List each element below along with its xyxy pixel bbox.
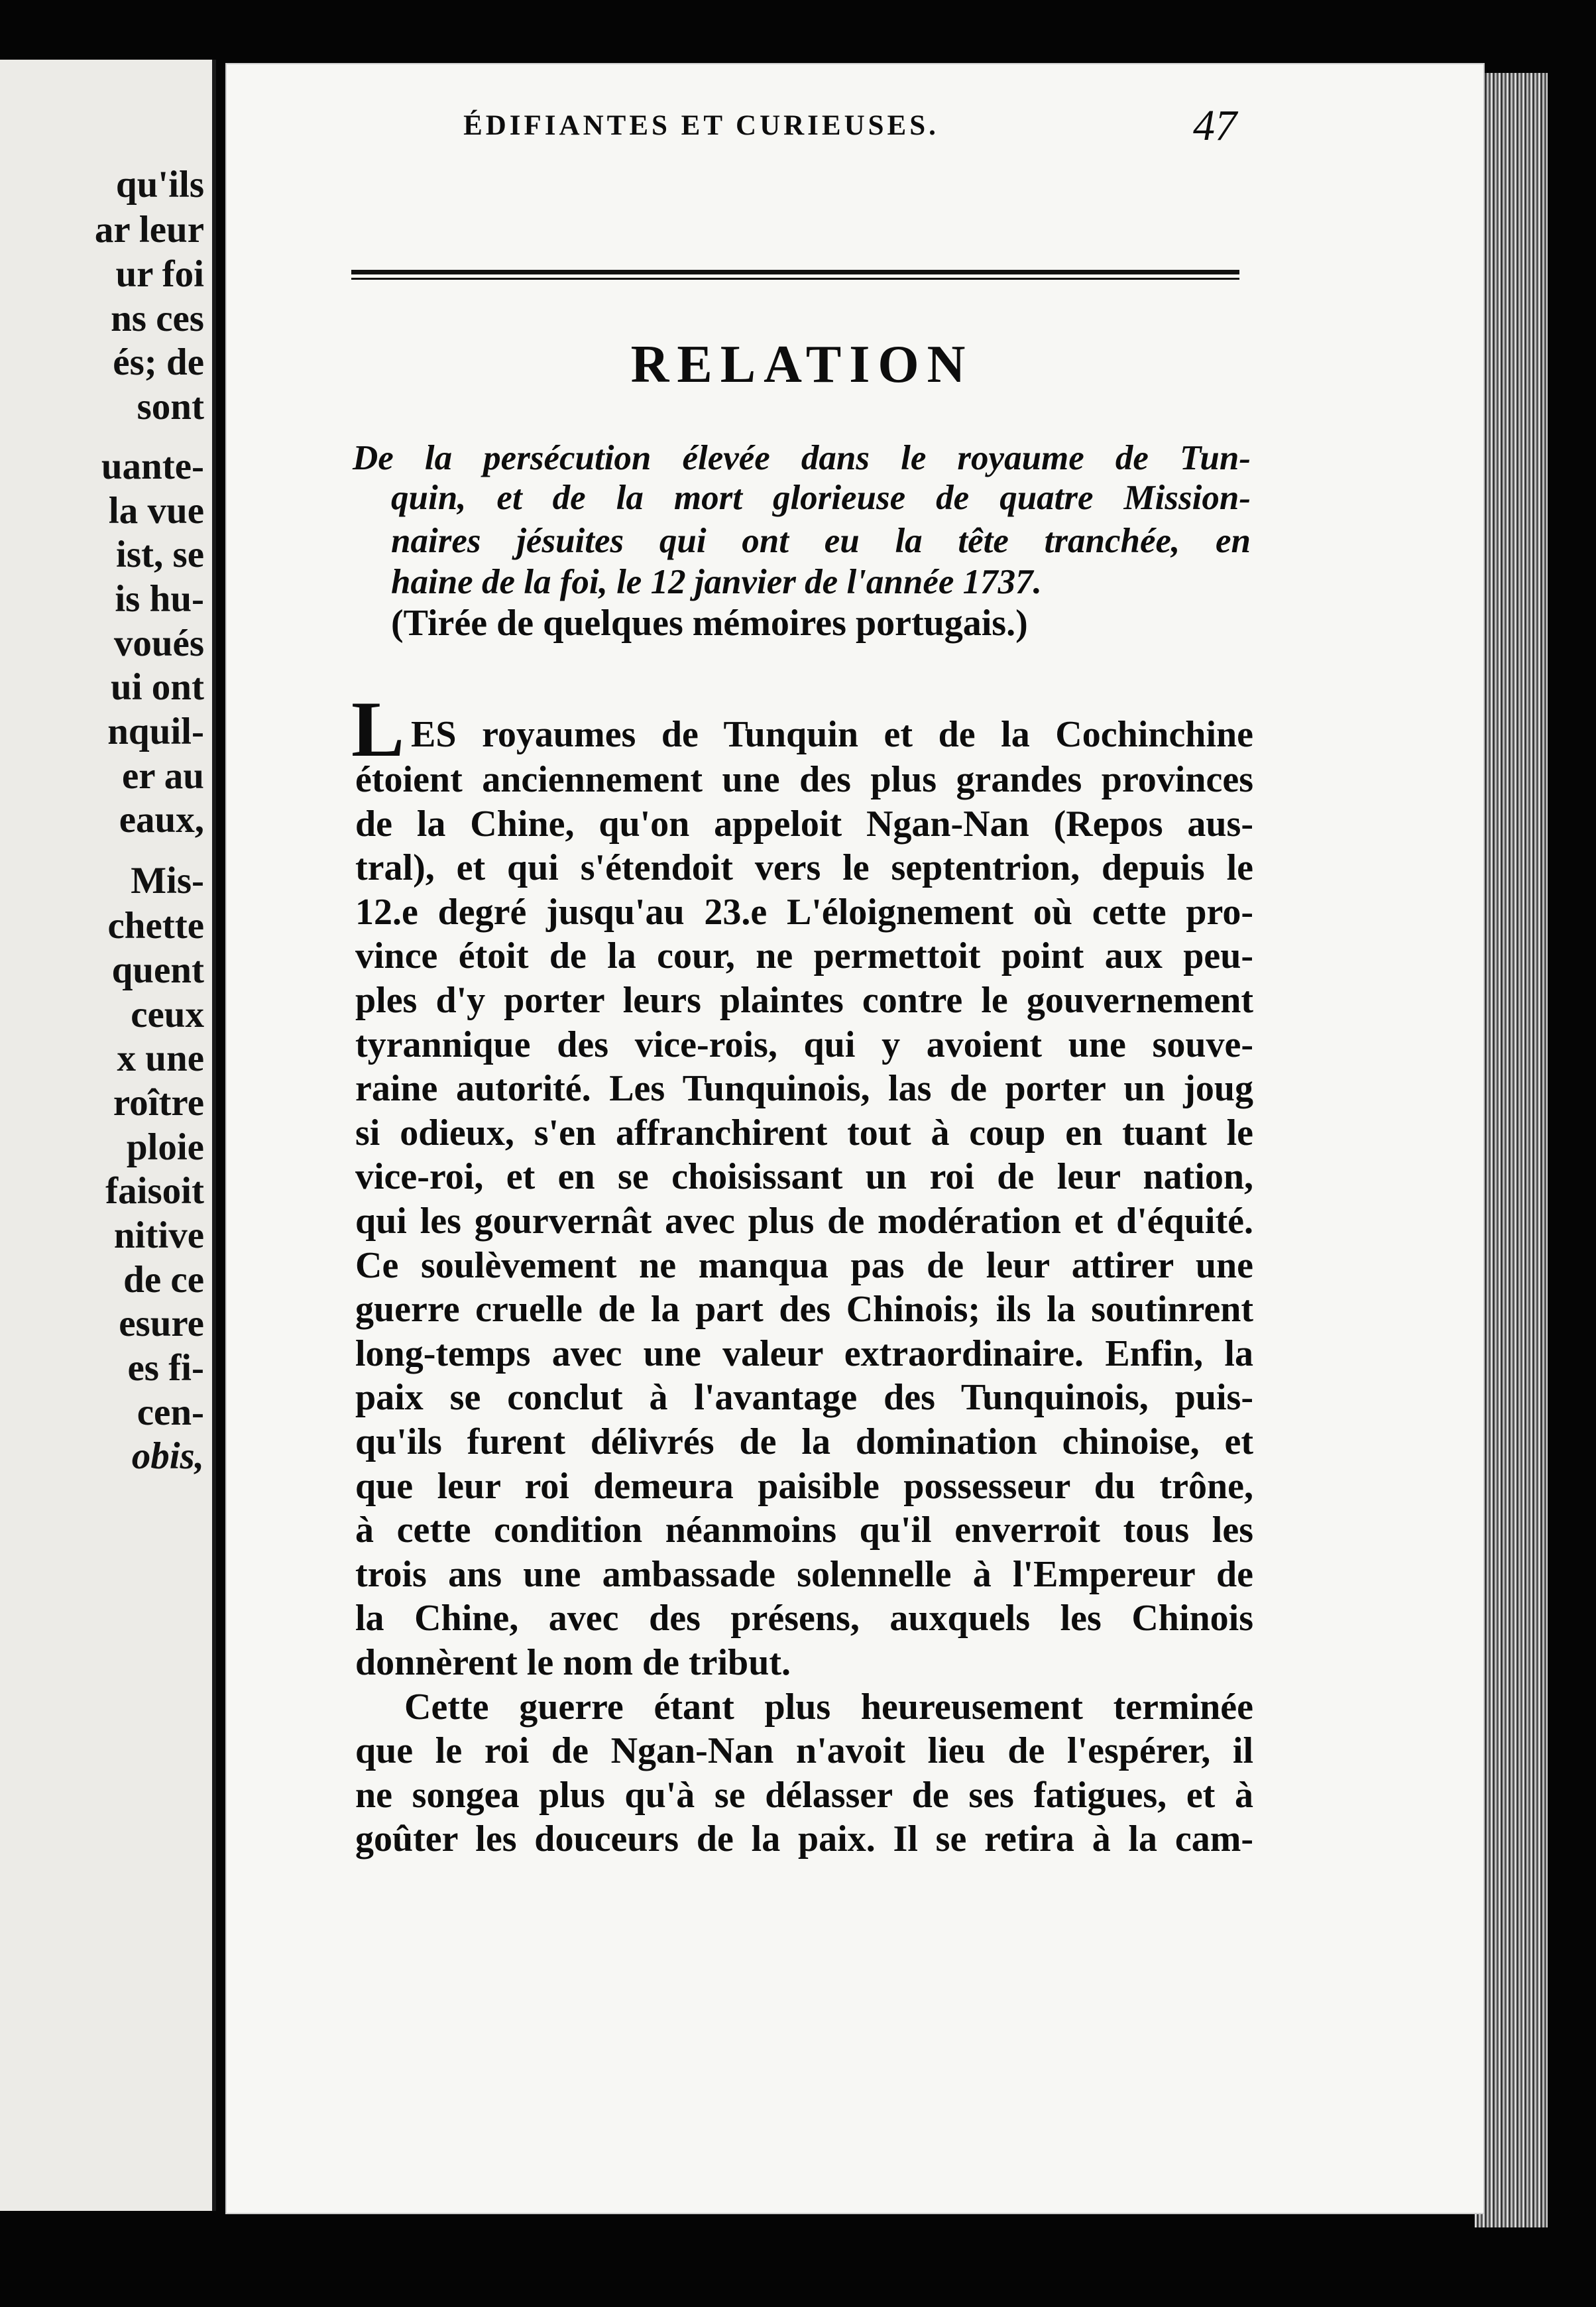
body-line: ne songea plus qu'à se délasser de ses fatigues, et à <box>355 1775 1253 1816</box>
subtitle-line: haine de la foi, le 12 janvier de l'année 1737. <box>391 563 1042 601</box>
section-title: RELATION <box>630 335 974 394</box>
left-page-line: esure <box>119 1303 204 1344</box>
left-page-line: cen- <box>137 1391 204 1433</box>
body-line: Ce soulèvement ne manqua pas de leur attirer une <box>355 1245 1253 1286</box>
left-facing-page <box>0 60 216 2211</box>
body-line: goûter les douceurs de la paix. Il se retira à la cam- <box>355 1818 1253 1860</box>
body-line: que leur roi demeura paisible possesseur du trône, <box>355 1466 1253 1507</box>
left-page-line: nitive <box>113 1214 204 1256</box>
left-page-line: is hu- <box>115 578 204 620</box>
left-page-line: la vue <box>108 490 204 532</box>
page-number: 47 <box>1193 101 1237 150</box>
left-page-line: roître <box>113 1082 204 1124</box>
left-page-line: ns ces <box>111 298 204 339</box>
left-page-line: er au <box>121 755 204 797</box>
left-page-line: ploie <box>126 1126 204 1168</box>
body-line: qui les gourvernât avec plus de modération et d'équité. <box>355 1201 1253 1242</box>
body-line: donnèrent le nom de tribut. <box>355 1642 791 1683</box>
body-line: que le roi de Ngan-Nan n'avoit lieu de l'espérer, il <box>355 1730 1253 1771</box>
body-line: guerre cruelle de la part des Chinois; ils la soutinrent <box>355 1289 1253 1330</box>
left-page-line: qu'ils <box>115 164 204 206</box>
body-line: qu'ils furent délivrés de la domination chinoise, et <box>355 1421 1253 1462</box>
body-line: de la Chine, qu'on appeloit Ngan-Nan (Repos aus- <box>355 803 1253 845</box>
subtitle-line: naires jésuites qui ont eu la tête tranchée, en <box>391 522 1251 560</box>
body-line: tral), et qui s'étendoit vers le septentrion, depuis le <box>355 847 1253 888</box>
body-line: étoient anciennement une des plus grandes provinces <box>355 759 1253 800</box>
subtitle-line: quin, et de la mort glorieuse de quatre Mission- <box>391 479 1251 517</box>
body-line: raine autorité. Les Tunquinois, las de porter un joug <box>355 1068 1253 1109</box>
left-page-line: ur foi <box>115 253 204 295</box>
body-line: la Chine, avec des présens, auxquels les Chinois <box>355 1598 1253 1639</box>
body-line: à cette condition néanmoins qu'il enverroit tous les <box>355 1509 1253 1551</box>
left-page-line: ar leur <box>94 209 204 251</box>
left-page-line: es fi- <box>127 1347 204 1389</box>
left-page-line: uante- <box>101 445 204 487</box>
left-page-line: ceux <box>131 994 204 1035</box>
left-page-line: quent <box>111 949 204 991</box>
left-page-line: obis, <box>131 1435 204 1477</box>
body-line: Cette guerre étant plus heureusement terminée <box>404 1686 1253 1728</box>
body-line: long-temps avec une valeur extraordinaire. Enfin, la <box>355 1333 1253 1374</box>
left-page-line: Mis- <box>131 860 204 902</box>
header-rule <box>351 270 1239 280</box>
left-page-line: de ce <box>123 1259 204 1301</box>
left-page-line: ist, se <box>116 534 204 575</box>
body-line: trois ans une ambassade solennelle à l'Empereur de <box>355 1554 1253 1595</box>
left-page-line: és; de <box>113 341 204 383</box>
left-page-line: ui ont <box>111 666 204 708</box>
body-line: ES royaumes de Tunquin et de la Cochinchine <box>411 714 1253 755</box>
drop-cap: L <box>351 685 405 773</box>
left-page-line: eaux, <box>119 799 204 841</box>
page-edges <box>1475 73 1548 2227</box>
body-line: 12.e degré jusqu'au 23.e L'éloignement où cette pro- <box>355 892 1253 933</box>
left-page-line: voués <box>113 622 204 664</box>
left-page-line: nquil- <box>107 711 204 752</box>
source-note: (Tirée de quelques mémoires portugais.) <box>391 603 1028 644</box>
left-page-line: faisoit <box>105 1170 204 1212</box>
body-line: vince étoit de la cour, ne permettoit point aux peu- <box>355 935 1253 976</box>
left-page-line: sont <box>137 386 204 428</box>
body-line: vice-roi, et en se choisissant un roi de leur nation, <box>355 1156 1253 1197</box>
left-page-line: x une <box>117 1037 204 1079</box>
running-head: ÉDIFIANTES ET CURIEUSES. <box>463 110 939 141</box>
body-line: ples d'y porter leurs plaintes contre le gouvernement <box>355 980 1253 1021</box>
left-page-line: chette <box>107 905 204 947</box>
body-line: tyrannique des vice-rois, qui y avoient une souve- <box>355 1024 1253 1065</box>
body-line: si odieux, s'en affranchirent tout à coup en tuant le <box>355 1112 1253 1154</box>
subtitle-line: De la persécution élevée dans le royaume de Tun- <box>353 439 1251 477</box>
body-line: paix se conclut à l'avantage des Tunquinois, puis- <box>355 1377 1253 1418</box>
